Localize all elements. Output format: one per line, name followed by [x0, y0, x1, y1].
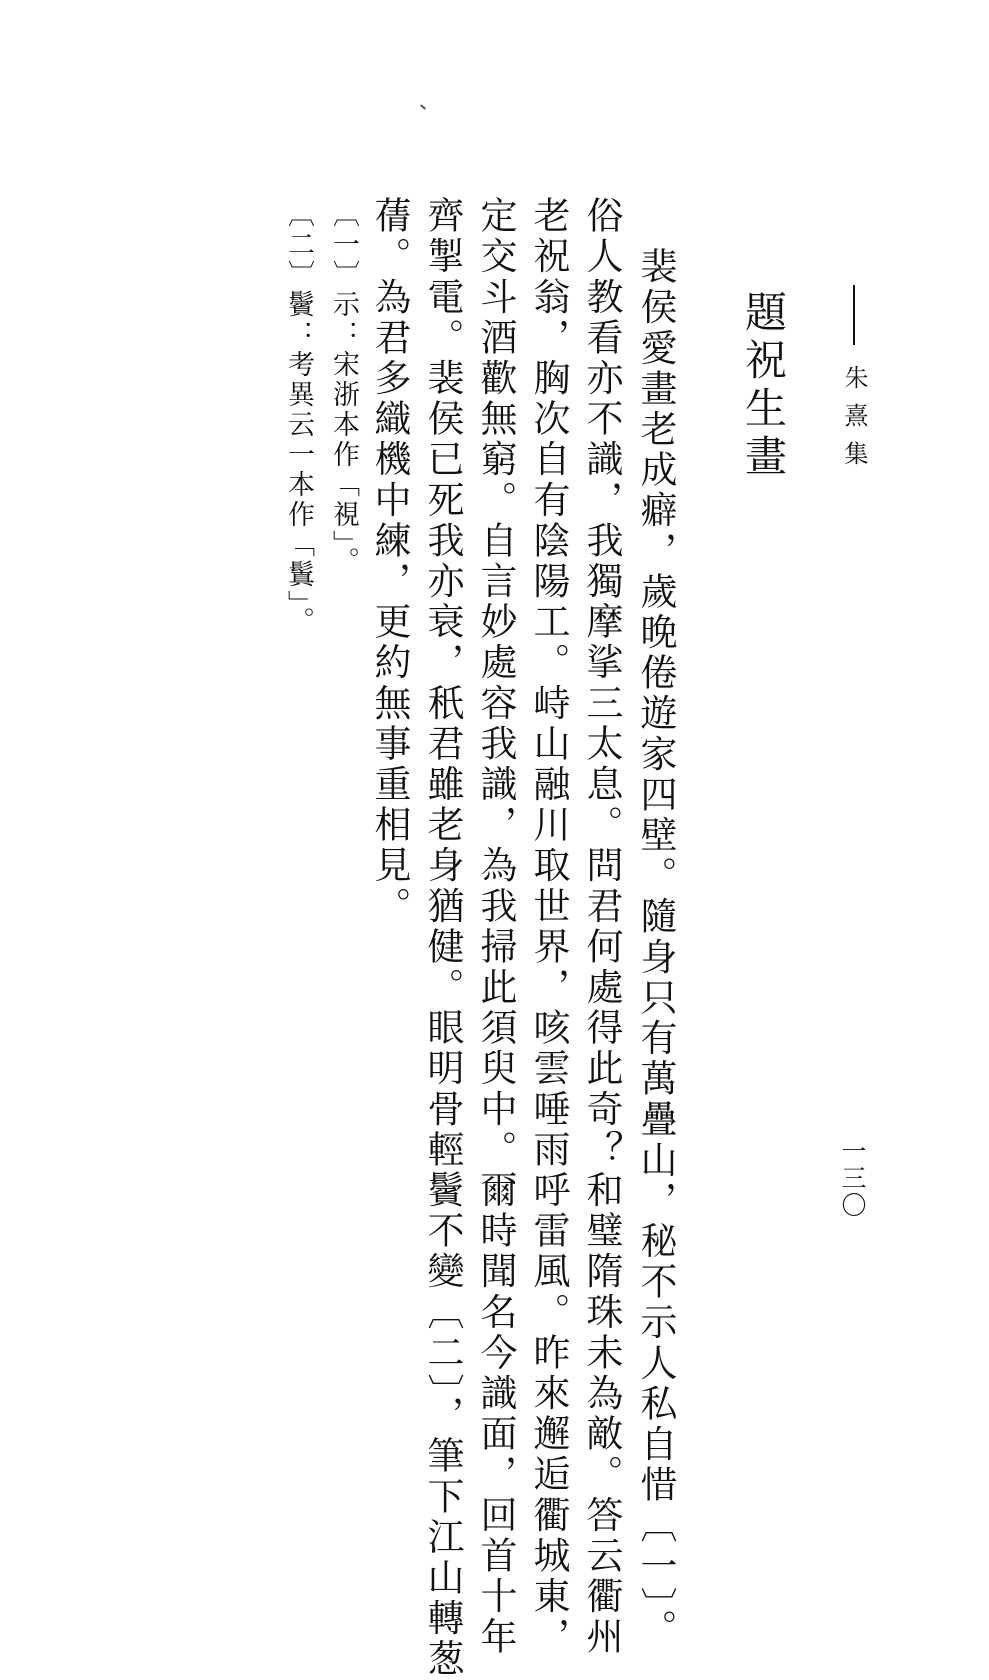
poem-line-1: 裴侯愛畫老成癖，歲晚倦遊家四壁。隨身只有萬疊山，秘不示人私自惜〔一〕。	[634, 247, 677, 1650]
poem-title: 題祝生畫	[739, 290, 788, 482]
poem-line-3: 老祝翁，胸次自有陰陽工。峙山融川取世界，咳雲唾雨呼雷風。昨來邂逅衢城東，	[527, 196, 570, 1658]
poem-line-6: 蒨。為君多織機中練，更約無事重相見。	[368, 196, 411, 927]
running-head-book-title: 朱熹集	[840, 365, 868, 479]
footnote-1: 〔一〕示：宋浙本作「視」。	[328, 200, 359, 577]
footnote-2: 〔二〕鬢：考異云一本作「鬒」。	[283, 200, 314, 637]
poem-line-4: 定交斗酒歡無窮。自言妙處容我識，為我掃此須臾中。爾時聞名今識面，回首十年	[474, 196, 517, 1658]
page-number: 一三〇	[838, 1138, 867, 1219]
poem-line-2: 俗人教看亦不識，我獨摩挲三太息。問君何處得此奇？和璧隋珠未為敵。答云衢州	[580, 196, 623, 1658]
scan-speck	[420, 104, 426, 109]
poem-line-5: 齊掣電。裴侯已死我亦衰，秖君雖老身猶健。眼明骨輕鬢不變〔二〕，筆下江山轉葱	[421, 196, 464, 1680]
header-rule	[853, 285, 855, 345]
